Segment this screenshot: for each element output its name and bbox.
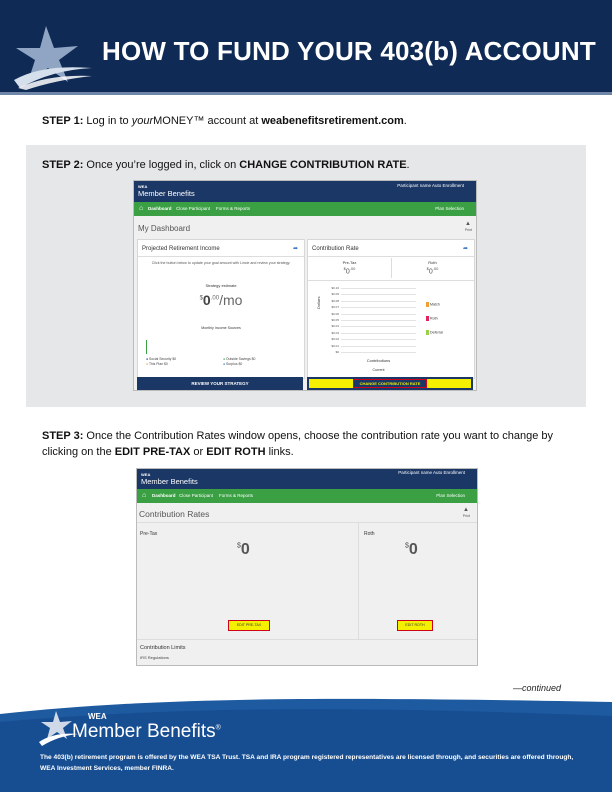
brand-wea: WEA — [138, 184, 148, 189]
gridline — [341, 301, 416, 302]
step-3-action-1: EDIT PRE-TAX — [114, 446, 191, 458]
print-icon[interactable]: ▲ — [463, 507, 469, 513]
step-3 — [42, 428, 572, 460]
home-icon[interactable]: ⌂ — [142, 492, 147, 499]
card-title: Projected Retirement Income — [142, 246, 220, 252]
participant-info: Participant name Auto Enrollment — [397, 183, 464, 188]
pretax-label: Pre-Tax — [140, 531, 158, 537]
y-tick-label: $0.07 — [331, 305, 339, 310]
change-rate-button-bar — [307, 377, 473, 390]
review-strategy-button[interactable]: REVIEW YOUR STRATEGY — [137, 377, 303, 390]
page-title: HOW TO FUND YOUR 403(b) ACCOUNT — [102, 36, 596, 66]
limits-title: Contribution Limits — [140, 645, 186, 651]
amount-cents: .00 — [210, 295, 220, 302]
print-label[interactable]: Print — [462, 514, 470, 518]
header-divider — [0, 92, 612, 95]
legend-outside-savings: ● Outside Savings $0 — [223, 357, 256, 361]
share-arrow-icon[interactable]: ➦ — [462, 246, 468, 252]
sources-bar — [146, 340, 147, 354]
star-logo-icon — [12, 24, 94, 90]
step-2-action: CHANGE CONTRIBUTION RATE — [239, 159, 407, 171]
gridline — [341, 294, 416, 295]
nav-dashboard[interactable]: Dashboard — [152, 493, 176, 498]
contribution-rate-card — [307, 239, 475, 379]
retirement-income-card — [137, 239, 305, 379]
rates-body — [137, 503, 477, 665]
gridline — [341, 333, 416, 334]
y-tick-label: $0.05 — [331, 318, 339, 322]
share-arrow-icon[interactable]: ➦ — [292, 246, 298, 252]
step-1-your: your — [131, 115, 154, 127]
change-contribution-rate-button[interactable]: CHANGE CONTRIBUTION RATE — [353, 379, 427, 388]
gridline — [341, 326, 416, 327]
legend-match: Match — [426, 302, 440, 307]
gridline — [341, 352, 416, 353]
step-1-money: MONEY™ — [153, 115, 205, 127]
legend-roth: Roth — [426, 316, 438, 321]
step-1 — [42, 113, 582, 129]
gridline — [341, 320, 416, 321]
plan-selection[interactable]: Plan Selection — [435, 206, 464, 211]
card-title: Contribution Rate — [312, 246, 359, 252]
y-tick-label: $0.09 — [331, 292, 339, 297]
chart-y-label: Dollars — [316, 296, 321, 309]
card-divider — [308, 256, 474, 257]
step-1-text-mid: account at — [204, 115, 262, 127]
rates-column-divider — [358, 523, 359, 639]
pretax-value: $^{\$}0^{.00}$ — [343, 266, 356, 276]
chart-y-ticks — [323, 287, 341, 353]
y-tick-label: $0 — [335, 350, 339, 354]
plan-selection[interactable]: Plan Selection — [436, 493, 465, 498]
sources-label: Monthly Income Sources — [201, 326, 241, 330]
limits-subtitle: IRS Regulations — [140, 655, 169, 660]
gridline — [341, 307, 416, 308]
y-tick-label: $0.02 — [331, 337, 339, 342]
card-divider-2 — [308, 280, 474, 281]
contribution-rates-screenshot — [136, 468, 478, 666]
y-tick-label: $0.04 — [331, 324, 339, 329]
nav-close-participant[interactable]: Close Participant — [179, 493, 214, 498]
nav-forms-reports[interactable]: Forms & Reports — [216, 206, 251, 211]
gridline — [341, 339, 416, 340]
rates-title: Contribution Rates — [139, 509, 210, 519]
estimate-amount — [138, 292, 304, 308]
step-2 — [42, 157, 582, 173]
home-icon[interactable]: ⌂ — [139, 205, 144, 212]
nav-dashboard[interactable]: Dashboard — [148, 206, 172, 211]
step-3-label: STEP 3: — [42, 430, 84, 442]
y-tick-label: $0.08 — [331, 298, 339, 303]
legend-this-plan: ● This Plan $0 — [146, 362, 168, 366]
print-label[interactable]: Print — [464, 228, 472, 232]
pretax-label: Pre-Tax — [342, 260, 357, 265]
app-nav — [134, 202, 476, 216]
legend-deferral: Deferral — [426, 330, 443, 335]
chart-plot-area — [341, 288, 416, 352]
chart-x-category: Current — [372, 368, 385, 372]
pretax-value: $0 — [237, 541, 250, 558]
footer-brand: Member Benefits® — [72, 721, 221, 742]
participant-info: Participant name Auto Enrollment — [398, 470, 465, 475]
roth-value: $0 — [405, 541, 418, 558]
step-3-action-2: EDIT ROTH — [206, 446, 266, 458]
edit-roth-button[interactable]: EDIT ROTH — [397, 620, 433, 631]
footer-wea: WEA — [88, 712, 107, 721]
step-1-label: STEP 1: — [42, 115, 84, 127]
step-2-label: STEP 2: — [42, 159, 84, 171]
step-3-or: or — [190, 446, 207, 458]
chart-x-label: Contributions — [366, 358, 391, 363]
legend-surplus: ● Surplus $0 — [223, 362, 243, 366]
continued-note: —continued — [513, 683, 562, 693]
brand-name: Member Benefits — [141, 477, 198, 486]
step-2-text: Once you’re logged in, click on — [83, 159, 240, 171]
card-description: Click the button below to update your goal amount with Lincie and review your strategy. — [151, 261, 291, 265]
amount-value: 0 — [202, 292, 211, 308]
nav-close-participant[interactable]: Close Participant — [176, 206, 211, 211]
y-tick-label: $0.01 — [331, 343, 339, 348]
print-icon[interactable]: ▲ — [465, 221, 471, 227]
amount-unit: /mo — [219, 292, 243, 308]
edit-pretax-button[interactable]: EDIT PRE-TAX — [228, 620, 270, 631]
brand-wea: WEA — [141, 472, 151, 477]
gridline — [341, 346, 416, 347]
app-topbar — [137, 469, 477, 489]
card-divider — [138, 256, 304, 257]
step-1-end: . — [403, 115, 407, 127]
step-3-end: links. — [265, 446, 294, 458]
app-nav — [137, 489, 477, 503]
brand-name: Member Benefits — [138, 189, 195, 198]
limits-divider — [137, 639, 477, 640]
step-1-url-link[interactable]: weabenefitsretirement.com — [261, 115, 404, 127]
y-tick-label: $0.03 — [331, 330, 339, 335]
step-1-text: Log in to — [83, 115, 132, 127]
roth-label: Roth — [364, 531, 375, 537]
app-topbar — [134, 181, 476, 202]
dashboard-screenshot — [133, 180, 477, 391]
footer-disclaimer: The 403(b) retirement program is offered by the WEA TSA Trust. TSA and IRA program registered representatives are licensed through, and securities are offered through, WEA Investment Services, member FINRA. — [40, 754, 574, 772]
amount-currency: $ — [199, 295, 203, 302]
estimate-label: Strategy estimate — [205, 283, 237, 288]
nav-forms-reports[interactable]: Forms & Reports — [219, 493, 254, 498]
gridline — [341, 314, 416, 315]
legend-social-security: ● Social Security $0 — [146, 357, 177, 361]
step-2-end: . — [406, 159, 410, 171]
step-3-text: Once the Contribution Rates window opens, choose the contribution rate you want to change by clicking on the — [42, 430, 553, 458]
roth-label: Roth — [428, 260, 437, 265]
gridline — [341, 288, 416, 289]
y-tick-label: $0.10 — [331, 286, 339, 290]
dashboard-title: My Dashboard — [138, 224, 191, 233]
rates-divider — [137, 522, 477, 523]
roth-value: $^{\$}0^{.00}$ — [426, 266, 439, 276]
y-tick-label: $0.06 — [331, 311, 339, 316]
